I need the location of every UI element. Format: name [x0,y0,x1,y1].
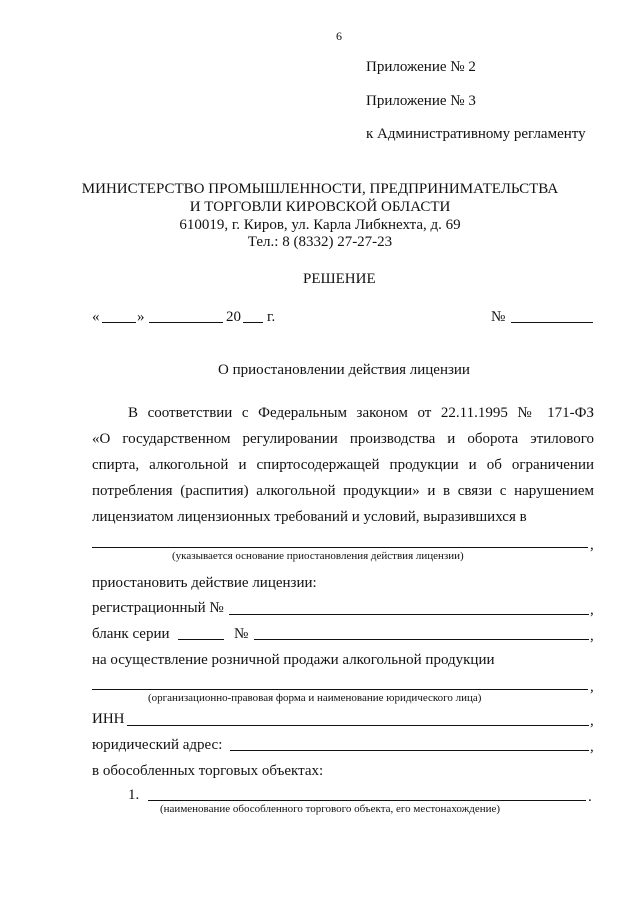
reason-comma: , [590,537,594,553]
separate-objects-label: в обособленных торговых объектах: [92,763,324,779]
object-item-blank[interactable] [148,800,586,801]
object-item-number: 1. [128,787,140,803]
appendix-line-3: к Административному регламенту [366,126,586,142]
organization-blank[interactable] [92,689,588,690]
decision-number-blank[interactable] [511,322,593,323]
organization-caption: (организационно-правовая форма и наименование юридического лица) [148,692,482,704]
year-suffix: г. [267,309,276,325]
blank-number-blank[interactable] [254,639,589,640]
decision-subject: О приостановлении действия лицензии [218,362,470,378]
organization-comma: , [590,679,594,695]
decision-number-label: № [491,309,506,325]
page-number: 6 [336,29,342,43]
legal-address-blank[interactable] [230,750,589,751]
reason-caption: (указывается основание приостановления действия лицензии) [172,550,464,562]
blank-series-blank[interactable] [178,639,224,640]
body-line-1: В соответствии с Федеральным законом от 22.11.1995 № 171-ФЗ [128,406,594,421]
ministry-phone: Тел.: 8 (8332) 27-27-23 [247,234,393,250]
inn-label: ИНН [92,711,125,727]
decision-title: РЕШЕНИЕ [303,271,376,287]
ministry-address: 610019, г. Киров, ул. Карла Либкнехта, д. 69 [179,217,461,233]
year-blank[interactable] [243,322,263,323]
blank-series-label: бланк серии [92,626,170,642]
suspend-label: приостановить действие лицензии: [92,575,317,591]
ministry-name-line-2: И ТОРГОВЛИ КИРОВСКОЙ ОБЛАСТИ [189,199,451,215]
blank-number-label: № [234,626,249,642]
reg-number-blank[interactable] [229,614,589,615]
day-blank[interactable] [102,322,136,323]
body-line-2: «О государственном регулировании производства и оборота этилового [92,432,594,447]
appendix-line-2: Приложение № 3 [366,93,476,109]
blank-number-comma: , [590,628,594,644]
legal-address-label: юридический адрес: [92,737,223,753]
body-line-3: спирта, алкогольной и спиртосодержащей продукции и об ограничении [92,458,594,473]
retail-label: на осуществление розничной продажи алкогольной продукции [92,652,495,668]
body-line-4: потребления (распития) алкогольной продукции» и в связи с нарушением [92,484,594,499]
appendix-line-1: Приложение № 2 [366,59,476,75]
reason-blank[interactable] [92,547,588,548]
ministry-name-line-1: МИНИСТЕРСТВО ПРОМЫШЛЕННОСТИ, ПРЕДПРИНИМАТЕЛЬСТВА [81,181,559,197]
inn-comma: , [590,713,594,729]
year-prefix: 20 [226,309,241,325]
month-blank[interactable] [149,322,223,323]
legal-address-comma: , [590,739,594,755]
object-item-period: . [588,789,592,805]
object-caption: (наименование обособленного торгового объекта, его местонахождение) [160,803,501,815]
date-close-quote: » [137,309,145,325]
date-open-quote: « [92,309,100,325]
reg-number-label: регистрационный № [92,600,224,616]
reg-number-comma: , [590,602,594,618]
body-line-5: лицензиатом лицензионных требований и условий, выразившихся в [92,509,527,525]
inn-blank[interactable] [127,725,589,726]
